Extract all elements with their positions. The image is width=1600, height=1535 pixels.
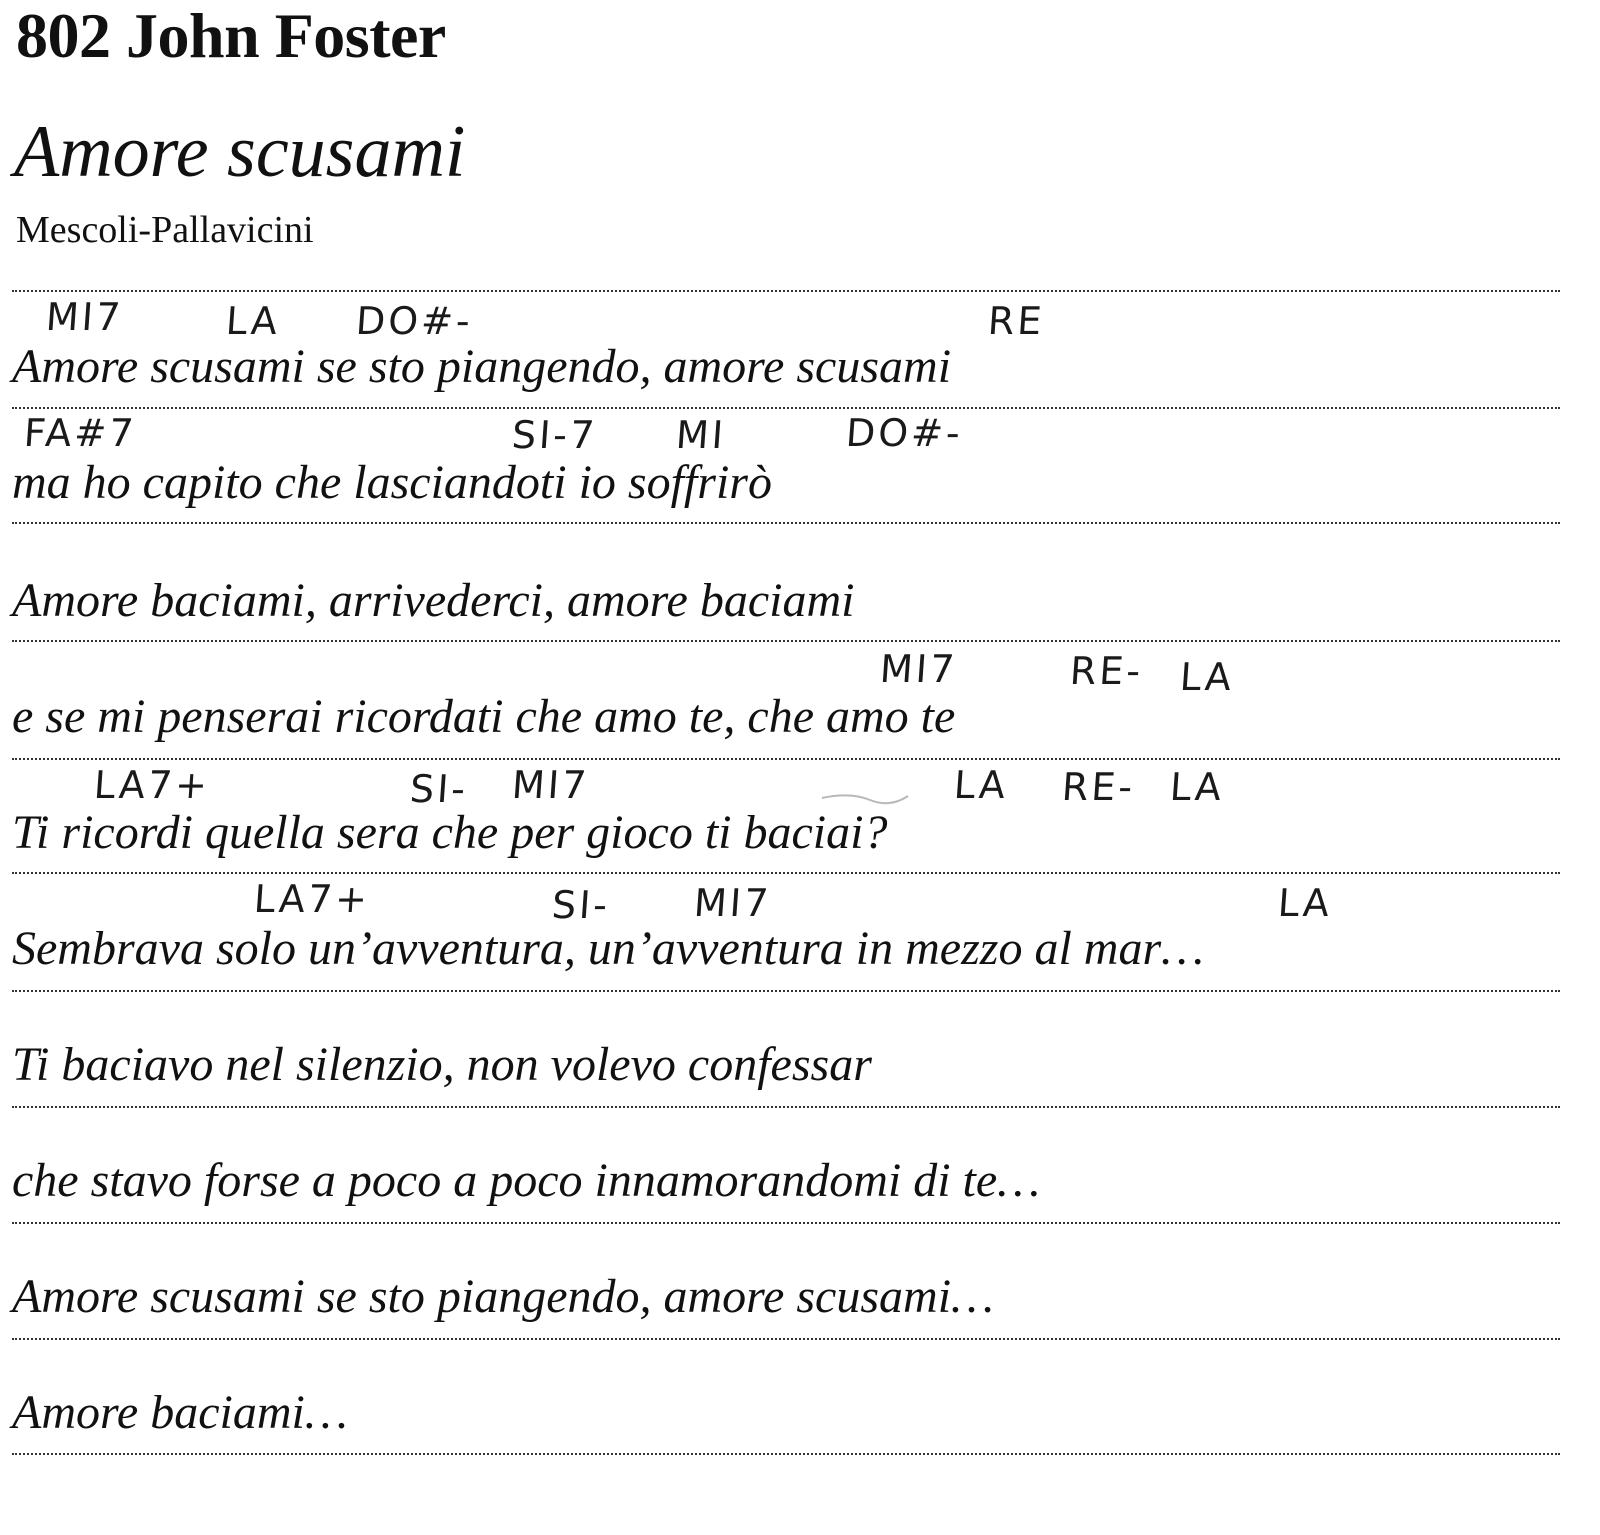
pencil-smudge <box>820 790 910 810</box>
lyric-line: Amore scusami se sto piangendo, amore scusami <box>12 340 952 393</box>
chord-label: DO#- <box>354 299 475 343</box>
song-authors: Mescoli-Pallavicini <box>16 209 314 251</box>
dotted-rule <box>12 1453 1560 1455</box>
dotted-rule <box>12 290 1560 292</box>
lyric-line: Amore baciami… <box>12 1386 348 1439</box>
dotted-rule <box>12 1222 1560 1224</box>
chord-label: LA <box>224 299 282 343</box>
lyric-line: Sembrava solo un’avventura, un’avventura in mezzo al mar… <box>12 922 1204 975</box>
chord-label: MI7 <box>44 295 125 339</box>
chord-label: FA#7 <box>22 411 138 455</box>
dotted-rule <box>12 522 1560 524</box>
chord-label: SI-7 <box>510 413 599 457</box>
dotted-rule <box>12 872 1560 874</box>
chord-label: MI7 <box>510 763 591 807</box>
lyric-line: e se mi penserai ricordati che amo te, che amo te <box>12 690 956 743</box>
chord-label: MI7 <box>692 881 773 925</box>
chord-label: LA <box>952 763 1010 807</box>
chord-label: RE- <box>1068 649 1145 693</box>
dotted-rule <box>12 1106 1560 1108</box>
lyric-line: Amore baciami, arrivederci, amore baciami <box>12 574 855 627</box>
chord-label: LA <box>1178 655 1236 699</box>
chord-label: LA <box>1168 765 1226 809</box>
chord-label: LA7+ <box>252 877 372 921</box>
lyric-line: ma ho capito che lasciandoti io soffrirò <box>12 456 772 509</box>
lyric-line: Amore scusami se sto piangendo, amore scusami… <box>12 1270 994 1323</box>
lyric-line: che stavo forse a poco a poco innamorandomi di te… <box>12 1154 1040 1207</box>
chord-label: SI- <box>550 883 612 927</box>
dotted-rule <box>12 758 1560 760</box>
song-title: Amore scusami <box>14 111 466 193</box>
lyric-line: Ti baciavo nel silenzio, non volevo confessar <box>12 1038 872 1091</box>
chord-label: LA <box>1276 881 1334 925</box>
chord-label: SI- <box>408 767 470 811</box>
chord-label: MI7 <box>878 647 959 691</box>
lyric-line: Ti ricordi quella sera che per gioco ti baciai? <box>12 806 888 859</box>
dotted-rule <box>12 640 1560 642</box>
song-number-artist: 802 John Foster <box>16 0 446 71</box>
chord-label: LA7+ <box>92 763 212 807</box>
chord-label: RE <box>986 299 1046 343</box>
chord-label: RE- <box>1060 765 1137 809</box>
dotted-rule <box>12 407 1560 409</box>
chord-label: DO#- <box>844 411 965 455</box>
chord-label: MI <box>674 413 728 457</box>
dotted-rule <box>12 990 1560 992</box>
dotted-rule <box>12 1338 1560 1340</box>
